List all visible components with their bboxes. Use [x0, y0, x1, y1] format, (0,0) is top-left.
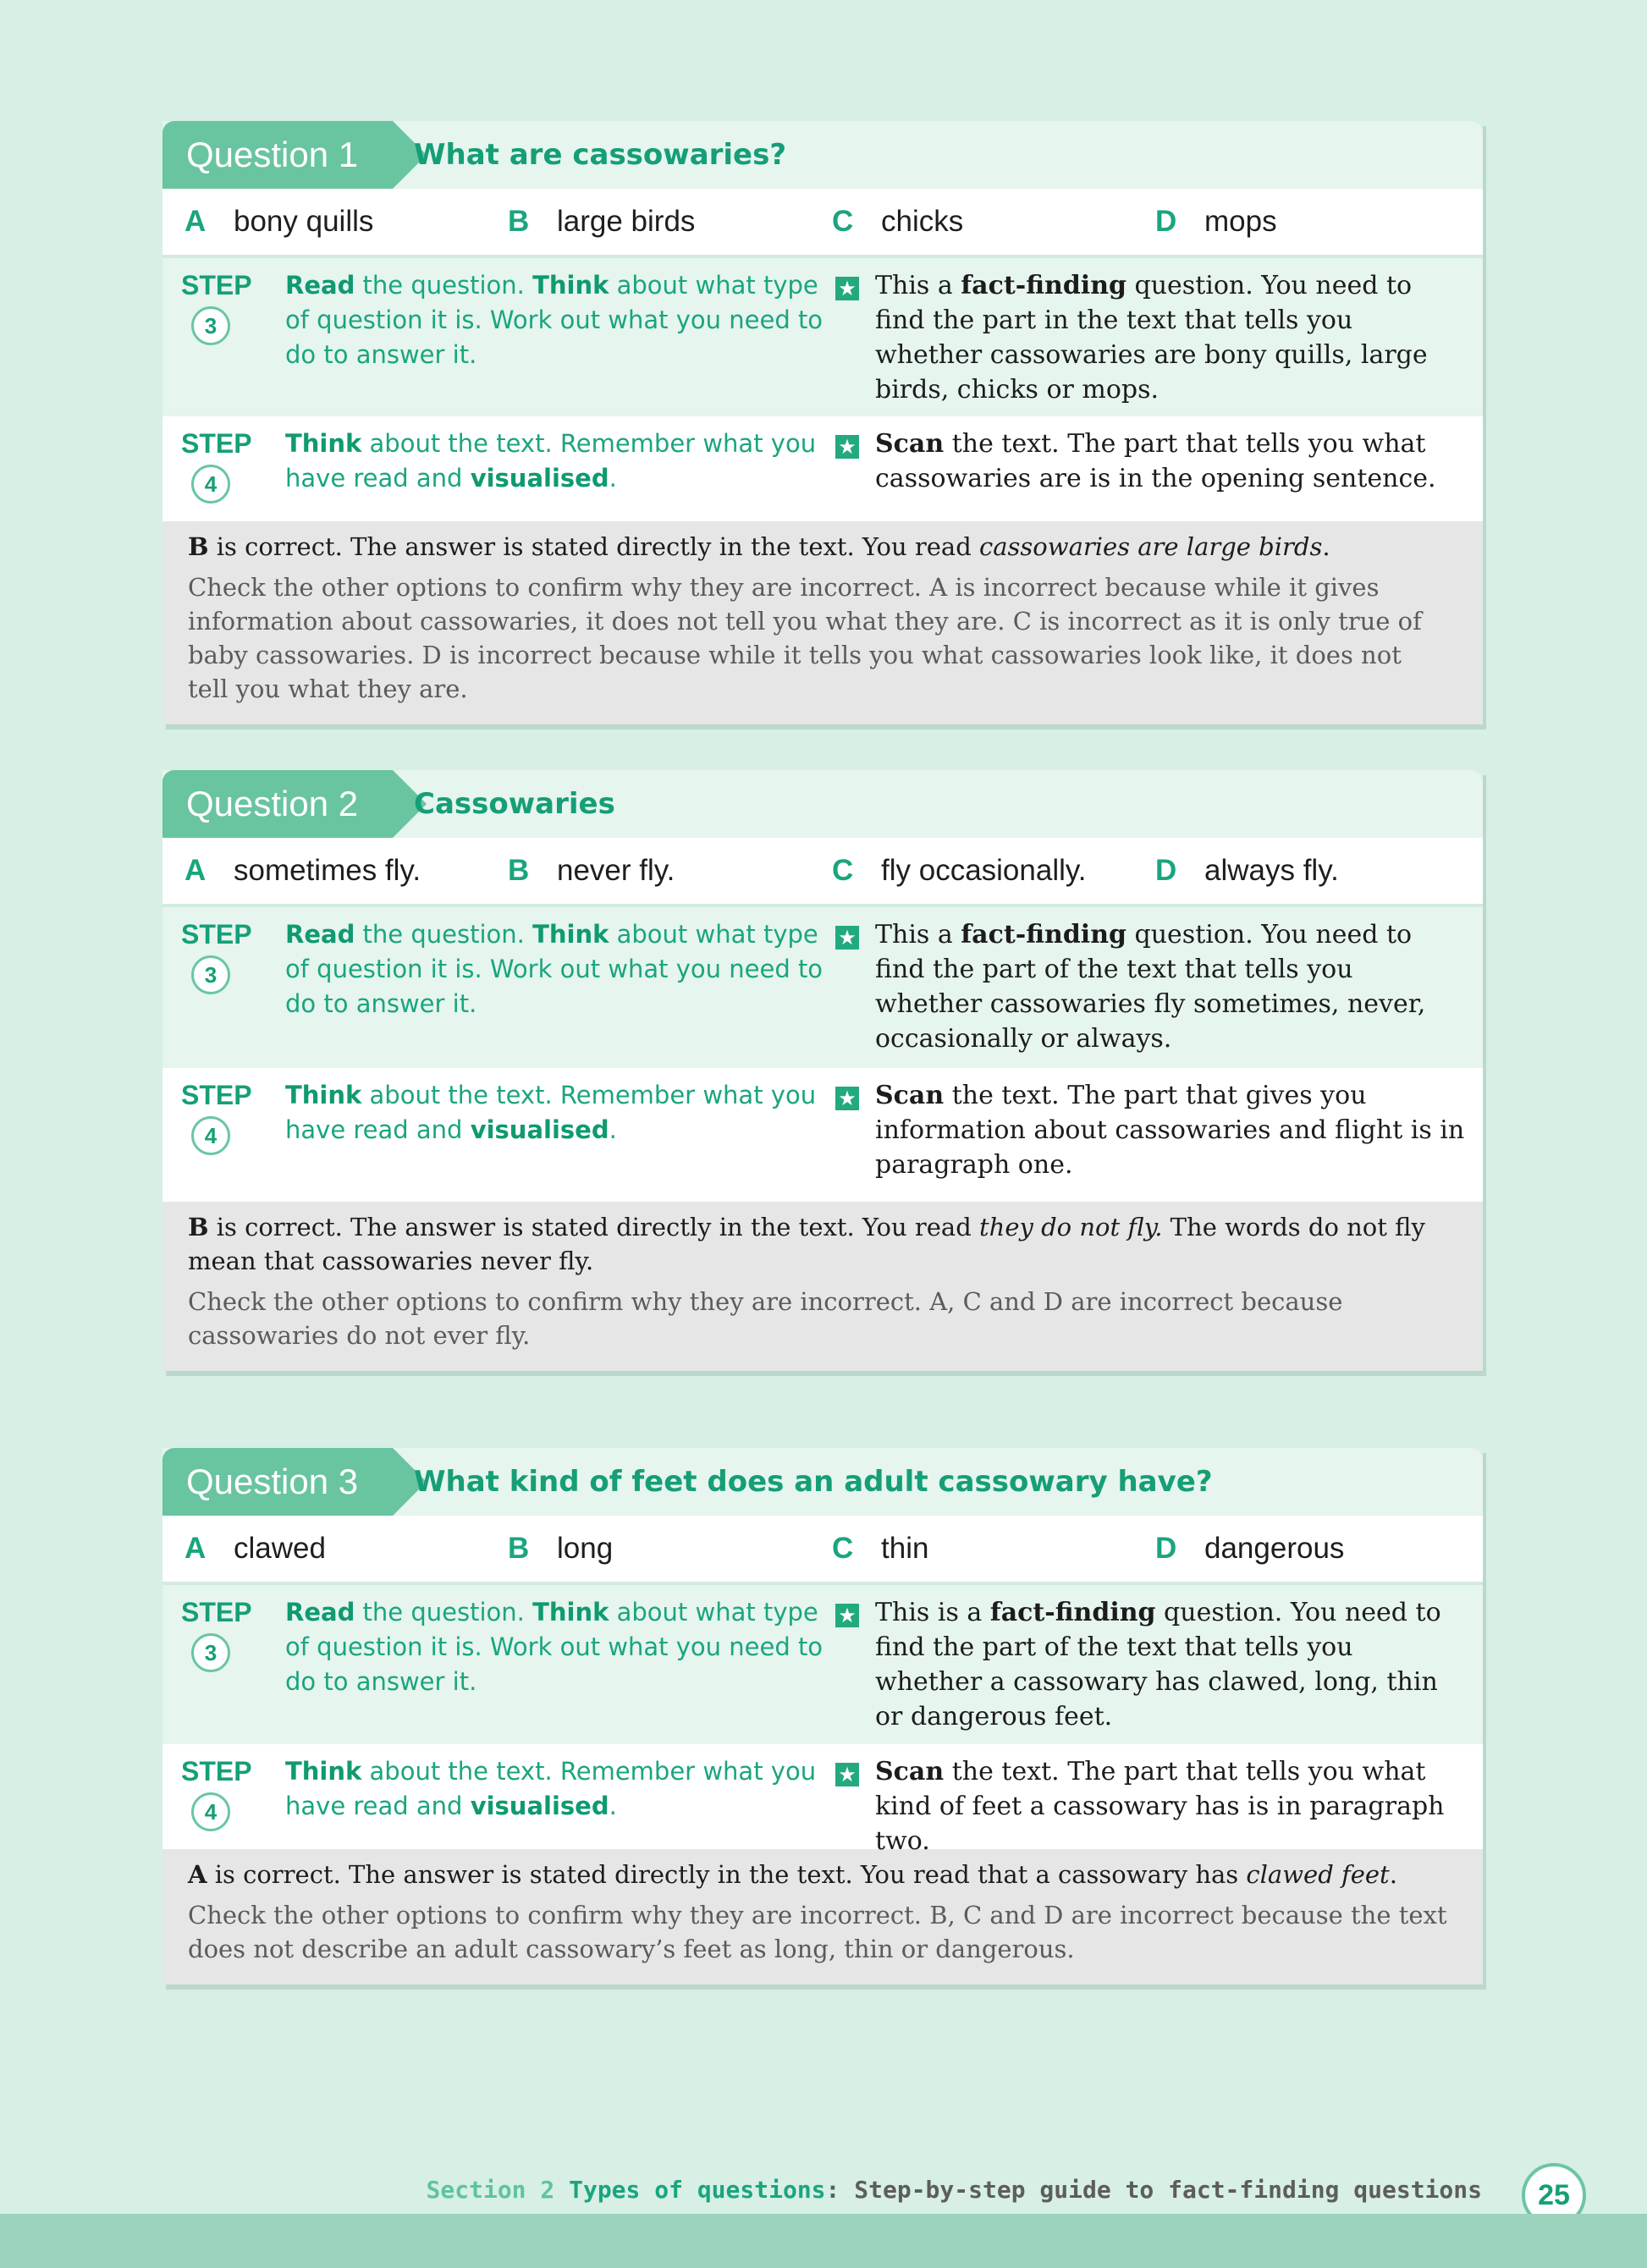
- expl-bold: Scan: [875, 429, 945, 459]
- option-d[interactable]: [1133, 1516, 1344, 1582]
- option-text: large birds: [557, 205, 696, 238]
- option-text: bony quills: [234, 205, 374, 238]
- step-label: [181, 428, 252, 504]
- step-row-3: [162, 258, 1483, 416]
- answer-quote: cassowaries are large birds: [979, 532, 1323, 561]
- instr-text: about the text. Remember what you have read and: [285, 429, 817, 493]
- step-number-badge: 3: [191, 306, 230, 345]
- answer-statement: [188, 530, 1449, 564]
- answer-explanation: [162, 1202, 1483, 1371]
- expl-text: This a: [875, 920, 961, 950]
- answer-check: Check the other options to confirm why they are incorrect. A is incorrect because while it gives information about cassowaries, it does not tell you what they are. C is incorrect as it is only true of baby cassowaries. D is incorrect because while it tells you what cassowaries look like, it does not tell you what they are.: [188, 573, 1422, 703]
- step-explanation: [875, 917, 1468, 1056]
- step-row-3: [162, 1585, 1483, 1744]
- instr-bold: visualised: [470, 464, 609, 493]
- step-label: [181, 270, 252, 345]
- expl-bold: fact-finding: [961, 271, 1126, 300]
- instr-text: about what type of question it is. Work out what you need to do to answer it.: [285, 271, 824, 369]
- instr-text: .: [609, 1792, 617, 1820]
- instr-bold: Think: [532, 271, 609, 300]
- option-letter: B: [508, 854, 530, 887]
- expl-text: question. You need to find the part of the text that tells you whether a cassowary has clawed, long, thin or dangerous feet.: [875, 1598, 1441, 1731]
- step-word: STEP: [181, 428, 252, 459]
- option-text: sometimes fly.: [234, 854, 421, 887]
- step-word: STEP: [181, 1080, 252, 1110]
- instr-text: the question.: [355, 920, 533, 949]
- option-text: fly occasionally.: [881, 854, 1087, 887]
- step-number-badge: 4: [191, 1116, 230, 1155]
- question-text: What kind of feet does an adult cassowary have?: [414, 1465, 1213, 1499]
- page-number: 25: [1522, 2163, 1586, 2227]
- step-instruction: [285, 427, 827, 496]
- footer-topic: Types of questions: [569, 2176, 826, 2204]
- star-icon: ★: [835, 435, 859, 459]
- question-header: [162, 121, 1483, 189]
- answer-letter: A: [188, 1860, 207, 1889]
- step-row-4: [162, 416, 1483, 521]
- option-d[interactable]: [1133, 838, 1339, 904]
- step-word: STEP: [181, 1597, 252, 1627]
- option-a[interactable]: [162, 1516, 326, 1582]
- option-text: long: [557, 1532, 614, 1565]
- star-icon: ★: [835, 926, 859, 950]
- expl-text: question. You need to find the part of the text that tells you whether cassowaries fly sometimes, never, occasionally or always.: [875, 920, 1426, 1054]
- step-number-badge: 4: [191, 1792, 230, 1831]
- step-instruction: [285, 1078, 827, 1148]
- option-text: dangerous: [1204, 1532, 1345, 1565]
- step-label: [181, 1597, 252, 1672]
- step-explanation: [875, 1078, 1468, 1182]
- option-letter: A: [185, 205, 207, 238]
- question-card-3: [162, 1448, 1483, 1984]
- expl-text: This a: [875, 271, 961, 300]
- option-letter: C: [832, 854, 854, 887]
- question-card-1: [162, 121, 1483, 724]
- question-tab: Question 1: [162, 121, 393, 189]
- question-header: [162, 1448, 1483, 1516]
- instr-text: about what type of question it is. Work out what you need to do to answer it.: [285, 1598, 824, 1696]
- instr-text: about the text. Remember what you have read and: [285, 1757, 817, 1820]
- instr-text: about the text. Remember what you have read and: [285, 1081, 817, 1144]
- instr-text: .: [609, 464, 617, 493]
- option-b[interactable]: [486, 1516, 613, 1582]
- instr-bold: Think: [532, 920, 609, 949]
- step-word: STEP: [181, 919, 252, 950]
- answer-quote: they do not fly.: [979, 1213, 1163, 1241]
- option-letter: C: [832, 205, 854, 238]
- instr-bold: Read: [285, 271, 355, 300]
- step-instruction: [285, 268, 827, 372]
- star-icon: ★: [835, 1604, 859, 1627]
- answer-statement: [188, 1858, 1449, 1891]
- footer-bar: [0, 2214, 1647, 2268]
- step-instruction: [285, 1595, 827, 1699]
- instr-text: the question.: [355, 1598, 533, 1627]
- instr-text: the question.: [355, 271, 533, 300]
- answer-end: .: [1389, 1860, 1397, 1889]
- question-text: What are cassowaries?: [414, 138, 787, 172]
- answer-letter: B: [188, 1213, 209, 1241]
- answer-end: .: [1322, 532, 1330, 561]
- step-explanation: [875, 1595, 1468, 1734]
- option-text: thin: [881, 1532, 929, 1565]
- expl-text: the text. The part that tells you what kind of feet a cassowary has is in paragraph two.: [875, 1757, 1445, 1856]
- star-icon: ★: [835, 1087, 859, 1110]
- instr-text: .: [609, 1115, 617, 1144]
- option-letter: D: [1155, 854, 1177, 887]
- step-number-badge: 4: [191, 465, 230, 504]
- instr-bold: visualised: [470, 1115, 609, 1144]
- expl-text: This is a: [875, 1598, 990, 1627]
- answer-text: is correct. The answer is stated directly in the text. You read: [208, 532, 979, 561]
- question-text: Cassowaries: [414, 787, 615, 821]
- answer-explanation: [162, 1849, 1483, 1984]
- step-instruction: [285, 917, 827, 1021]
- expl-text: the text. The part that gives you information about cassowaries and flight is in paragraph one.: [875, 1081, 1465, 1180]
- step-row-4: [162, 1068, 1483, 1202]
- answer-explanation: [162, 521, 1483, 724]
- instr-bold: Think: [285, 1757, 362, 1786]
- step-label: [181, 1080, 252, 1155]
- option-letter: A: [185, 1532, 207, 1565]
- star-icon: ★: [835, 277, 859, 300]
- step-number-badge: 3: [191, 1633, 230, 1672]
- answer-options: [162, 838, 1483, 907]
- option-letter: D: [1155, 205, 1177, 238]
- step-word: STEP: [181, 270, 252, 300]
- answer-text: is correct. The answer is stated directly in the text. You read that a cassowary has: [207, 1860, 1247, 1889]
- option-a[interactable]: [162, 838, 421, 904]
- option-text: chicks: [881, 205, 964, 238]
- step-word: STEP: [181, 1756, 252, 1786]
- expl-text: question. You need to find the part in the text that tells you whether cassowaries are bony quills, large birds, chicks or mops.: [875, 271, 1428, 405]
- step-number-badge: 3: [191, 955, 230, 994]
- expl-text: the text. The part that tells you what cassowaries are is in the opening sentence.: [875, 429, 1436, 493]
- option-text: clawed: [234, 1532, 326, 1565]
- instr-bold: Read: [285, 1598, 355, 1627]
- expl-bold: Scan: [875, 1757, 945, 1786]
- option-c[interactable]: [810, 189, 963, 255]
- star-icon: ★: [835, 1763, 859, 1786]
- option-a[interactable]: [162, 189, 373, 255]
- step-label: [181, 919, 252, 994]
- option-letter: C: [832, 1532, 854, 1565]
- option-b[interactable]: [486, 838, 675, 904]
- step-instruction: [285, 1754, 827, 1824]
- step-explanation: [875, 1754, 1468, 1858]
- answer-end: The words do not fly mean that cassowaries never fly.: [188, 1213, 1425, 1275]
- option-letter: A: [185, 854, 207, 887]
- instr-bold: visualised: [470, 1792, 609, 1820]
- answer-letter: B: [188, 532, 209, 561]
- option-letter: B: [508, 205, 530, 238]
- expl-bold: fact-finding: [961, 920, 1126, 950]
- answer-options: [162, 189, 1483, 258]
- instr-text: about what type of question it is. Work out what you need to do to answer it.: [285, 920, 824, 1018]
- option-c[interactable]: [810, 1516, 928, 1582]
- footer-subtitle: : Step-by-step guide to fact-finding questions: [825, 2176, 1482, 2204]
- question-header: [162, 770, 1483, 838]
- instr-bold: Think: [285, 1081, 362, 1109]
- question-card-2: [162, 770, 1483, 1371]
- instr-bold: Think: [532, 1598, 609, 1627]
- question-tab: Question 3: [162, 1448, 393, 1516]
- instr-bold: Think: [285, 429, 362, 458]
- instr-bold: Read: [285, 920, 355, 949]
- step-row-3: [162, 907, 1483, 1068]
- option-letter: D: [1155, 1532, 1177, 1565]
- answer-statement: [188, 1210, 1449, 1278]
- option-b[interactable]: [486, 189, 695, 255]
- step-explanation: [875, 427, 1468, 496]
- option-text: never fly.: [557, 854, 675, 887]
- answer-quote: clawed feet: [1246, 1860, 1390, 1889]
- option-text: mops: [1204, 205, 1277, 238]
- answer-text: is correct. The answer is stated directly in the text. You read: [208, 1213, 979, 1241]
- answer-check: Check the other options to confirm why they are incorrect. B, C and D are incorrect because the text does not describe an adult cassowary’s feet as long, thin or dangerous.: [188, 1901, 1447, 1963]
- question-tab: Question 2: [162, 770, 393, 838]
- option-letter: B: [508, 1532, 530, 1565]
- step-row-4: [162, 1744, 1483, 1856]
- option-c[interactable]: [810, 838, 1087, 904]
- expl-bold: Scan: [875, 1081, 945, 1110]
- step-explanation: [875, 268, 1468, 407]
- answer-check: Check the other options to confirm why they are incorrect. A, C and D are incorrect because cassowaries do not ever fly.: [188, 1287, 1343, 1350]
- footer-section: Section 2: [426, 2176, 555, 2204]
- option-d[interactable]: [1133, 189, 1277, 255]
- answer-options: [162, 1516, 1483, 1585]
- option-text: always fly.: [1204, 854, 1339, 887]
- expl-bold: fact-finding: [989, 1598, 1156, 1627]
- page-footer-caption: [427, 2176, 1482, 2204]
- step-label: [181, 1756, 252, 1831]
